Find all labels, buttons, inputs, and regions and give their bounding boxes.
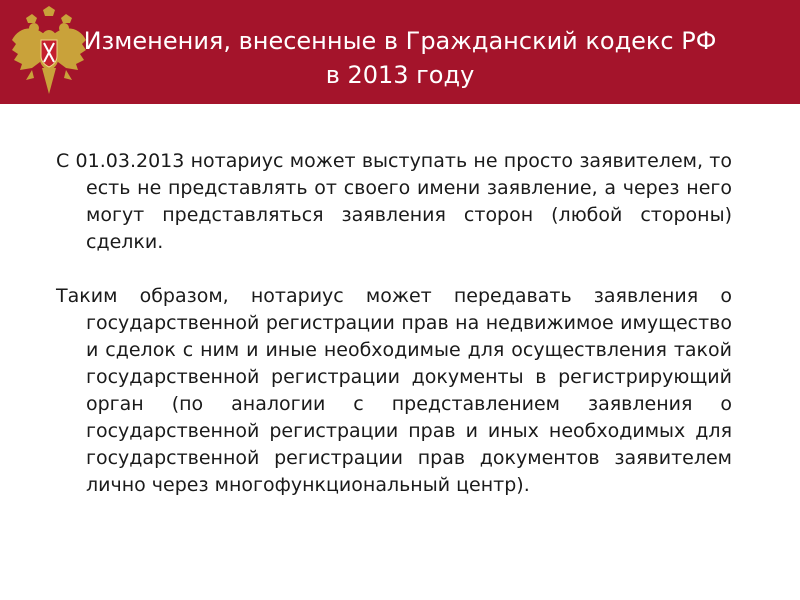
slide-body: [56, 148, 732, 499]
slide-header: [0, 0, 800, 104]
paragraph-notary-applicant: С 01.03.2013 нотариус может выступать не просто заявителем, то есть не представлять от своего имени заявление, а через него могут представляться заявления сторон (любой стороны) сделки.: [56, 150, 732, 253]
paragraph-notary-transfer: Таким образом, нотариус может передавать заявления о государственной регистрации прав на недвижимое имущество и сделок с ним и иные необходимые для осуществления такой государственной регистрации документы в регистрирующий орган (по аналогии с представлением заявления о государственной регистрации прав и иных необходимых для государственной регистрации прав документов заявителем лично через многофункциональный центр).: [56, 285, 732, 496]
slide-title: Изменения, внесенные в Гражданский кодекс РФ в 2013 году: [83, 27, 717, 89]
